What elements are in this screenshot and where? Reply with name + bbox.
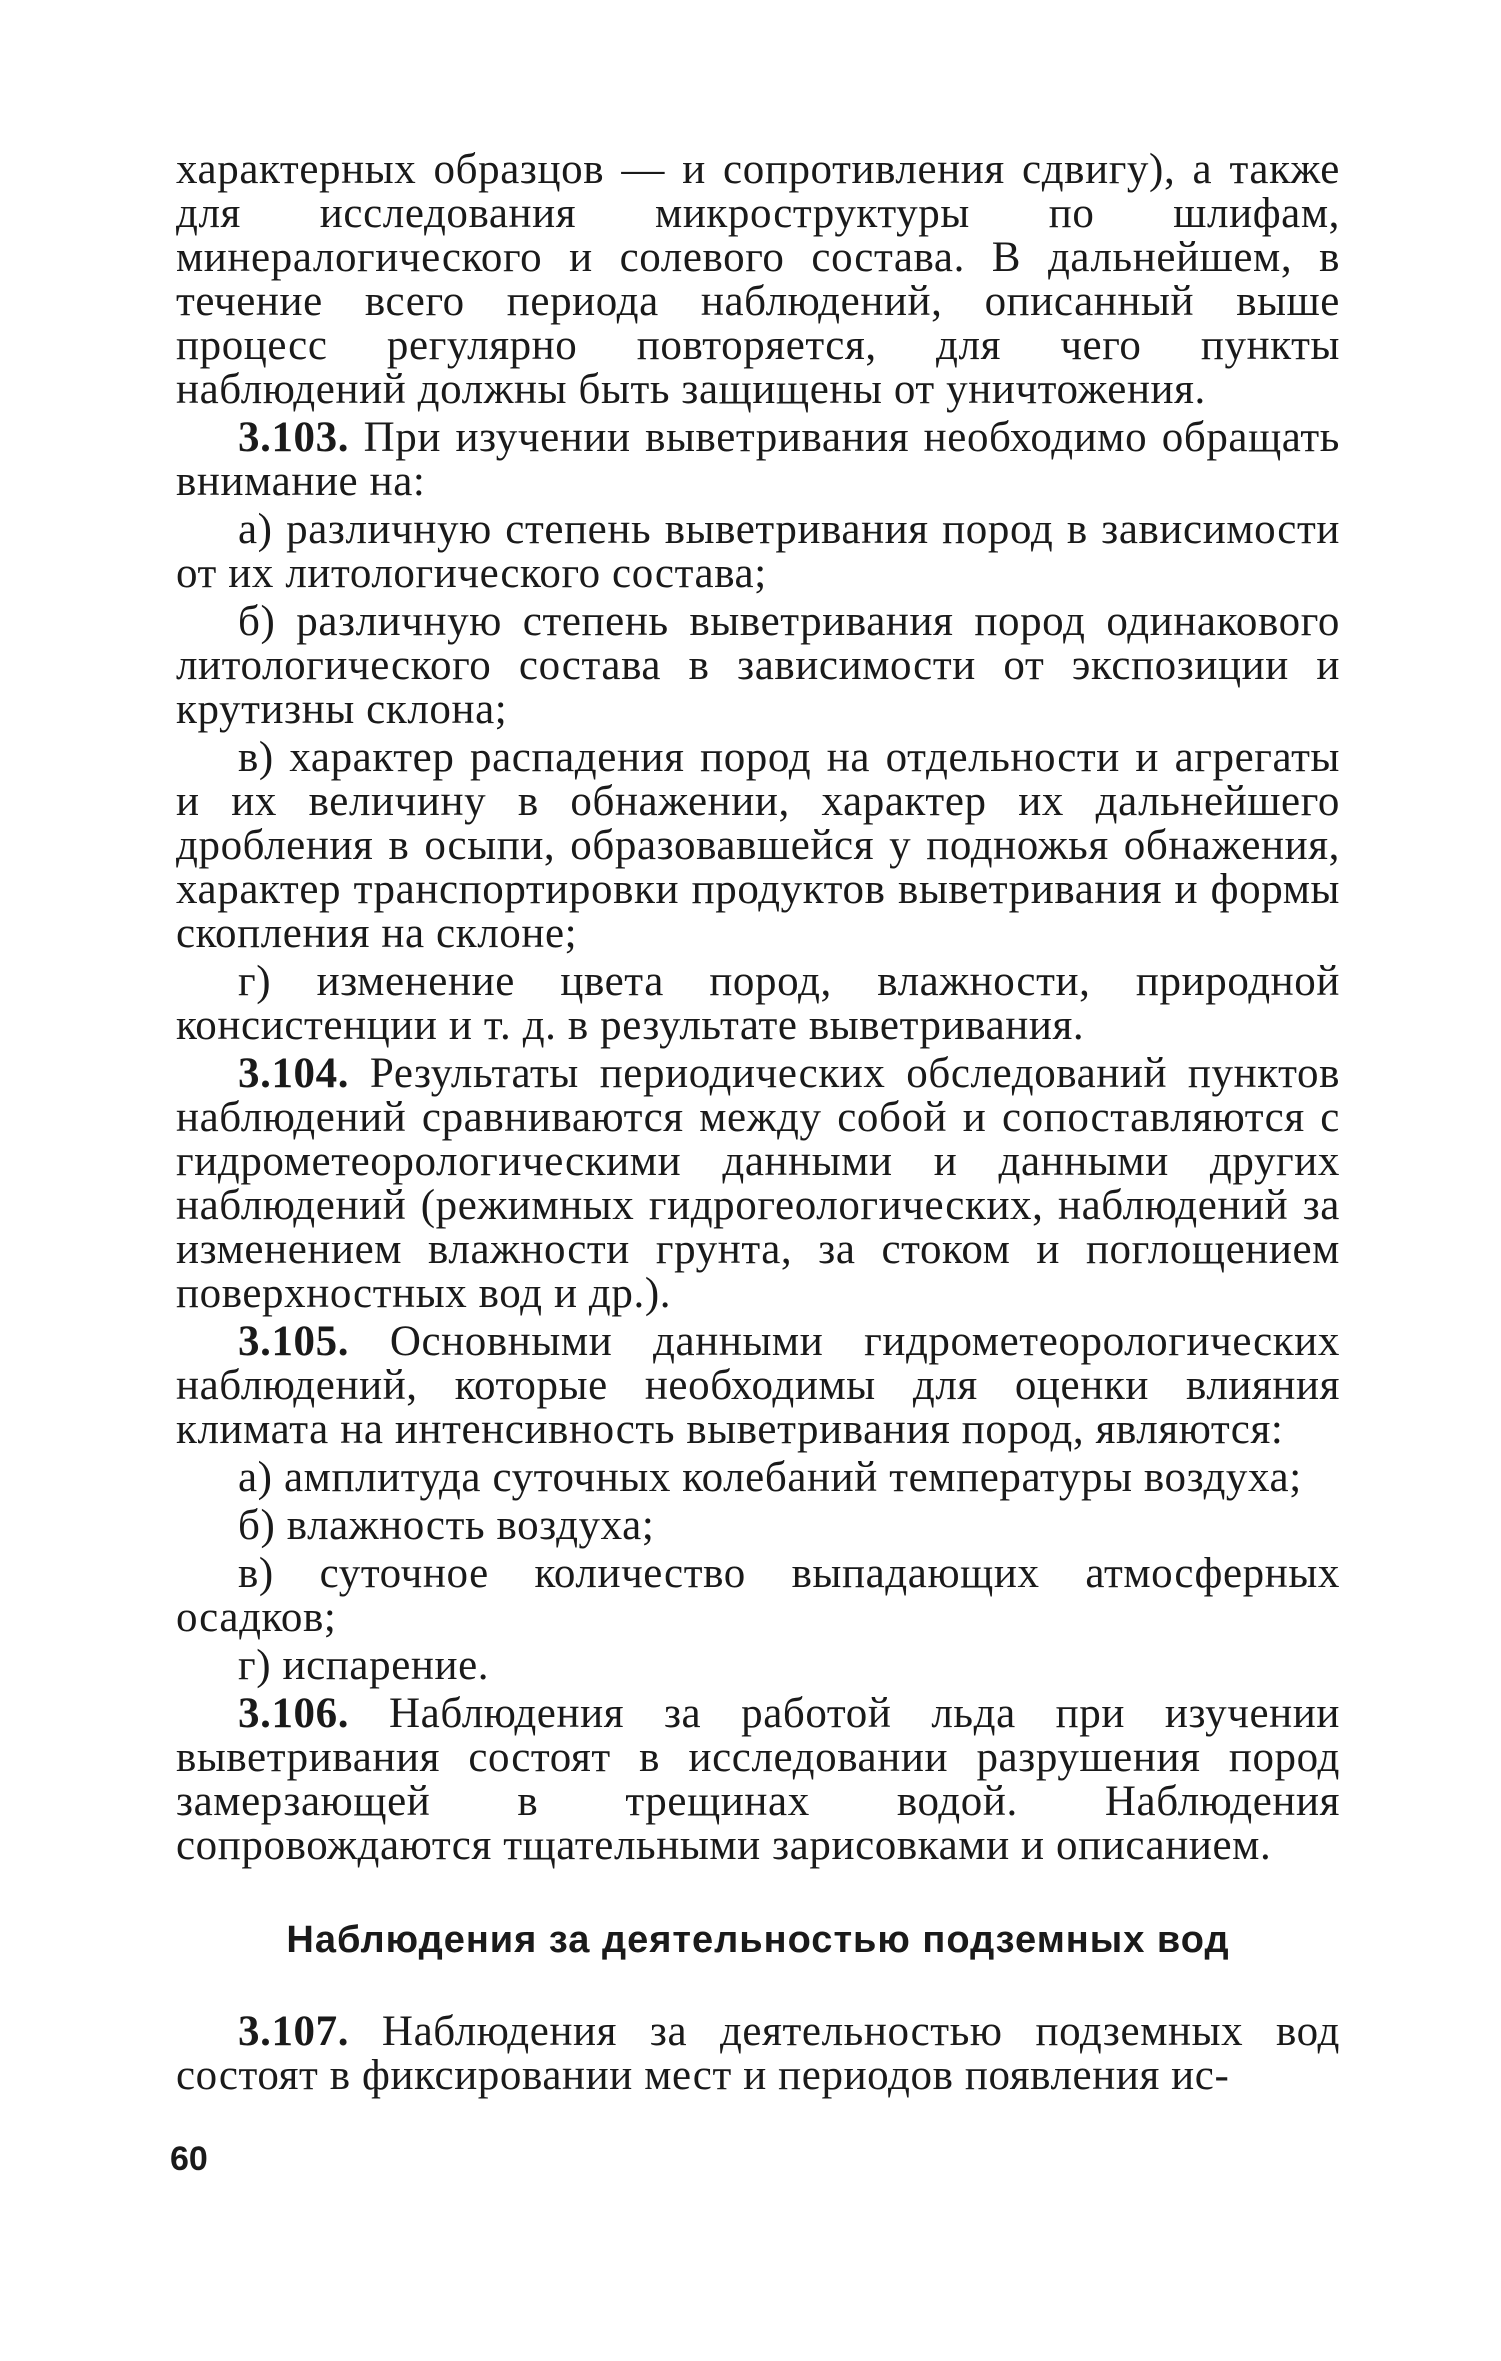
paragraph-3-107: [176, 2010, 1340, 2098]
paragraph-text: Результаты периодических обследований пунктов наблюдений сравниваются между собой и сопоставляются с гидрометеорологическими данными и данными других наблюдений (режимных гидрогеологических, наблюдений за изменением влажности грунта, за стоком и поглощением поверхностных вод и др.).: [176, 1050, 1340, 1317]
paragraph-3-104: [176, 1052, 1340, 1316]
paragraph-text: При изучении выветривания необходимо обращать внимание на:: [176, 414, 1340, 505]
paragraph-text: Наблюдения за деятельностью подземных вод состоят в фиксировании мест и периодов появления ис-: [176, 2008, 1340, 2099]
paragraph-3-103: [176, 416, 1340, 504]
list-item-c: в) характер распадения пород на отдельности и агрегаты и их величину в обнажении, характер их дальнейшего дробления в осыпи, образовавшейся у подножья обнажения, характер транспортировки продуктов выветривания и формы скопления на склоне;: [176, 734, 1340, 957]
paragraph-number: 3.103.: [238, 414, 350, 461]
list-item-d: г) испарение.: [238, 1642, 490, 1689]
list-item-b: б) различную степень выветривания пород одинакового литологического состава в зависимости от экспозиции и крутизны склона;: [176, 598, 1340, 733]
page-number: 60: [170, 2140, 208, 2178]
section-heading: Наблюдения за деятельностью подземных вод: [286, 1919, 1230, 1961]
list-item-a: а) различную степень выветривания пород в зависимости от их литологического состава;: [176, 506, 1340, 597]
paragraph-text: Наблюдения за работой льда при изучении выветривания состоят в исследовании разрушения пород замерзающей в трещинах водой. Наблюдения сопровождаются тщательными зарисовками и описанием.: [176, 1690, 1340, 1869]
paragraph-number: 3.106.: [238, 1690, 350, 1737]
list-item-a: а) амплитуда суточных колебаний температуры воздуха;: [238, 1454, 1302, 1501]
intro-paragraph: характерных образцов — и сопротивления сдвигу), а также для исследования микроструктуры по шлифам, минералогического и солевого состава. В дальнейшем, в течение всего периода наблюдений, описанный выше процесс регулярно повторяется, для чего пункты наблюдений должны быть защищены от уничтожения.: [176, 146, 1340, 413]
list-item-d: г) изменение цвета пород, влажности, природной консистенции и т. д. в результате выветривания.: [176, 958, 1340, 1049]
paragraph-3-106: [176, 1692, 1340, 1868]
paragraph-3-105: [176, 1320, 1340, 1452]
paragraph-text: Основными данными гидрометеорологических наблюдений, которые необходимы для оценки влияния климата на интенсивность выветривания пород, являются:: [176, 1318, 1340, 1453]
paragraph-number: 3.107.: [238, 2008, 350, 2055]
page-body: [176, 148, 1340, 2098]
paragraph-number: 3.105.: [238, 1318, 350, 1365]
paragraph-number: 3.104.: [238, 1050, 350, 1097]
list-item-b: б) влажность воздуха;: [238, 1502, 655, 1549]
list-item-c: в) суточное количество выпадающих атмосферных осадков;: [176, 1550, 1340, 1641]
